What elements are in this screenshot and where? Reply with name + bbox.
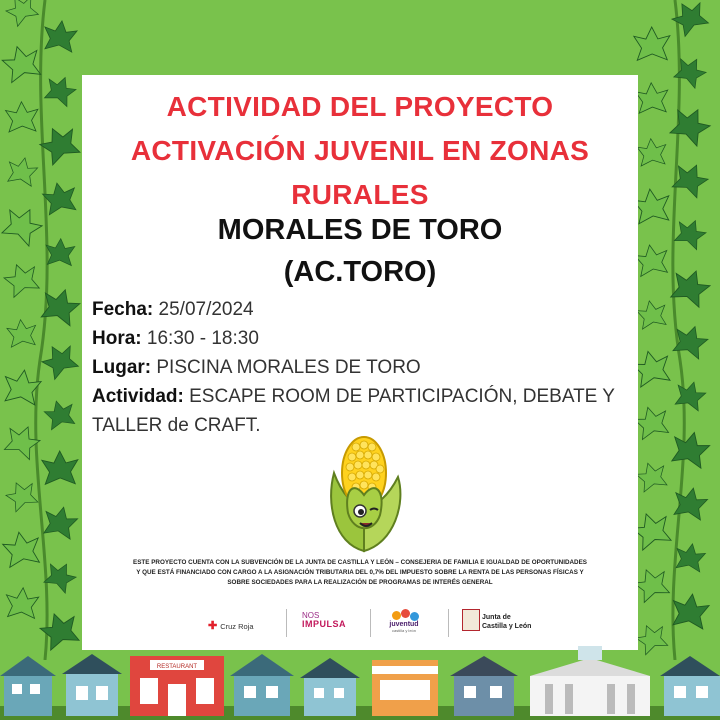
date-value: 25/07/2024 bbox=[153, 299, 254, 320]
junta-label-1: Junta de bbox=[482, 614, 511, 621]
corn-mascot-illustration bbox=[314, 433, 414, 553]
ivy-leaf bbox=[45, 238, 75, 266]
ivy-leaf bbox=[42, 72, 78, 107]
logo-divider bbox=[370, 609, 371, 637]
ivy-leaf bbox=[1, 529, 42, 568]
disclaimer-line-1: ESTE PROYECTO CUENTA CON LA SUBVENCIÓN DE LA JUNTA DE CASTILLA Y LEÓN – CONSEJERIA DE FAMILIA E IGUALDAD DE OPORTUNIDADES bbox=[133, 559, 587, 566]
ivy-leaf bbox=[632, 403, 671, 440]
ivy-leaf bbox=[635, 82, 669, 113]
logo-divider bbox=[286, 609, 287, 637]
activity-row bbox=[92, 382, 628, 411]
activity-value-2: TALLER de CRAFT. bbox=[92, 415, 261, 436]
house-3 bbox=[230, 654, 294, 716]
ivy-leaf bbox=[634, 459, 669, 493]
place-row bbox=[92, 353, 628, 382]
ivy-leaf bbox=[5, 587, 39, 619]
ivy-leaf bbox=[6, 318, 37, 347]
event-details bbox=[92, 295, 628, 440]
ivy-leaf bbox=[5, 155, 39, 187]
location-line-2: (AC.TORO) bbox=[283, 256, 437, 288]
ivy-leaf bbox=[2, 0, 40, 28]
ivy-leaf bbox=[672, 215, 709, 250]
ivy-leaf bbox=[42, 19, 78, 52]
ivy-leaf bbox=[37, 608, 82, 651]
house-1 bbox=[0, 656, 56, 716]
right-ivy-vine bbox=[630, 0, 720, 660]
location-heading bbox=[82, 209, 638, 293]
impulsa-label: IMPULSA bbox=[302, 619, 346, 629]
left-ivy-vine bbox=[0, 0, 90, 660]
place-label: Lugar: bbox=[92, 357, 152, 378]
location-line-1: MORALES DE TORO bbox=[217, 214, 503, 246]
time-row bbox=[92, 324, 628, 353]
disclaimer-line-2: Y QUE ESTÁ FINANCIADO CON CARGO A LA ASIGNACIÓN TRIBUTARIA DEL 0,7% DEL IMPUESTO SOBRE LA RENTA DE LAS PERSONAS FÍSICAS Y bbox=[136, 569, 584, 576]
cruz-roja-logo bbox=[208, 619, 254, 632]
ivy-leaf bbox=[0, 202, 46, 247]
ivy-leaf bbox=[1, 259, 42, 298]
ivy-leaf bbox=[667, 102, 714, 147]
juventud-label: juventud bbox=[389, 621, 419, 628]
title-line-2: ACTIVACIÓN JUVENIL EN ZONAS bbox=[130, 135, 590, 166]
funding-disclaimer bbox=[92, 558, 628, 588]
ivy-leaf bbox=[0, 42, 43, 84]
event-title bbox=[82, 85, 638, 217]
juventud-sub-label: castilla y león bbox=[391, 628, 416, 633]
date-row bbox=[92, 295, 628, 324]
ivy-leaf bbox=[669, 428, 712, 469]
ivy-leaf bbox=[673, 378, 708, 411]
ivy-leaf bbox=[670, 592, 710, 630]
title-line-1: ACTIVIDAD DEL PROYECTO bbox=[166, 91, 554, 122]
activity-value: ESCAPE ROOM DE PARTICIPACIÓN, DEBATE Y bbox=[183, 386, 615, 407]
ivy-leaf bbox=[5, 101, 38, 132]
sponsor-logos bbox=[200, 605, 530, 645]
town-illustration bbox=[0, 646, 720, 720]
ivy-leaf bbox=[42, 397, 77, 430]
time-value: 16:30 - 18:30 bbox=[141, 328, 259, 349]
restaurant-sign: RESTAURANT bbox=[156, 664, 198, 670]
ivy-leaf bbox=[671, 485, 709, 521]
content-card bbox=[82, 75, 638, 650]
nos-impulsa-logo bbox=[302, 611, 346, 629]
ivy-leaf bbox=[3, 477, 40, 513]
red-cross-icon: ✚ bbox=[208, 620, 218, 632]
time-label: Hora: bbox=[92, 328, 142, 349]
ivy-leaf bbox=[42, 451, 79, 485]
ivy-leaf bbox=[636, 137, 667, 166]
house-4 bbox=[300, 658, 360, 716]
ivy-leaf bbox=[41, 504, 79, 540]
ivy-leaf bbox=[633, 242, 670, 276]
restaurant bbox=[130, 656, 224, 716]
cruz-roja-label: Cruz Roja bbox=[220, 622, 254, 631]
house-6 bbox=[660, 656, 720, 716]
place-value: PISCINA MORALES DE TORO bbox=[151, 357, 421, 378]
activity-label: Actividad: bbox=[92, 386, 184, 407]
juventud-logo bbox=[376, 609, 432, 633]
nos-label: NOS bbox=[302, 611, 320, 620]
date-label: Fecha: bbox=[92, 299, 154, 320]
coat-of-arms-icon bbox=[462, 609, 480, 631]
ivy-leaf bbox=[635, 298, 668, 329]
disclaimer-line-3: SOBRE SOCIEDADES PARA LA REALIZACIÓN DE PROGRAMAS DE INTERÉS GENERAL bbox=[227, 579, 493, 586]
ivy-leaf bbox=[672, 53, 710, 90]
house-2 bbox=[62, 654, 122, 716]
ivy-leaf bbox=[634, 27, 671, 61]
ivy-leaf bbox=[674, 541, 707, 572]
juventud-dots-icon bbox=[376, 609, 432, 621]
house-5 bbox=[450, 656, 518, 716]
ivy-leaf bbox=[38, 339, 81, 381]
title-line-3: RURALES bbox=[291, 179, 429, 210]
junta-label-2: Castilla y León bbox=[482, 623, 532, 630]
town-hall bbox=[530, 646, 650, 716]
shop bbox=[372, 660, 438, 716]
logo-divider bbox=[448, 609, 449, 637]
